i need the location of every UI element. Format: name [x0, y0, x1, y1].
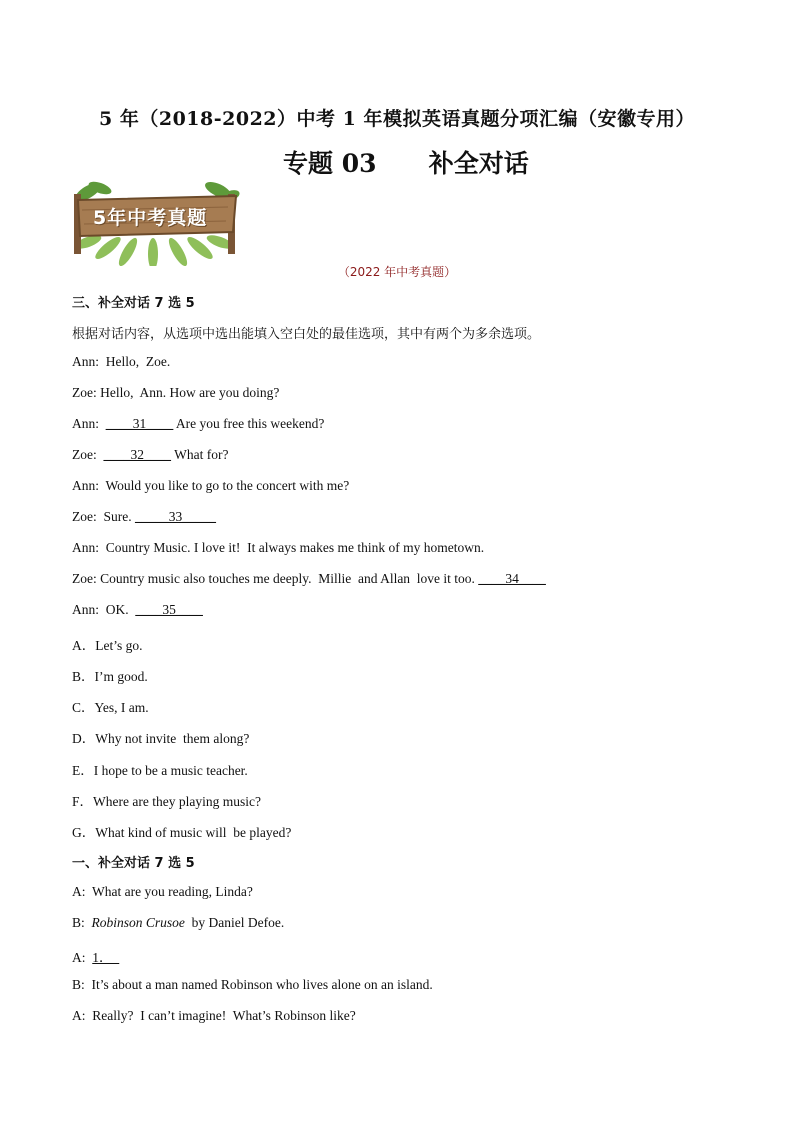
answer-blank-31[interactable]: ____31____ [105, 416, 174, 431]
dialogue-line: A: Really? I can’t imagine! What’s Robinson like? [72, 1008, 356, 1023]
instruction-text: 根据对话内容，从选项中选出能填入空白处的最佳选项，其中有两个为多余选项。 [72, 327, 541, 342]
dialogue-line: B: Robinson Crusoe by Daniel Defoe. [72, 915, 285, 930]
answer-blank-1[interactable]: 1． [92, 950, 120, 965]
option-b: B．I’m good. [72, 669, 148, 684]
option-d: D．Why not invite them along? [72, 731, 250, 746]
dialogue-line: Zoe: ____32____ What for? [72, 447, 229, 462]
book-title: Robinson Crusoe [91, 915, 185, 930]
option-g: G．What kind of music will be played? [72, 825, 292, 840]
answer-blank-35[interactable]: ____35____ [135, 602, 203, 617]
dialogue-line: Zoe: Hello, Ann. How are you doing? [72, 385, 280, 400]
dialogue-line: Ann: Country Music. I love it! It always makes me think of my hometown. [72, 540, 485, 555]
answer-blank-34[interactable]: ____34____ [478, 571, 546, 586]
document-title: 5 年（2018-2022）中考 1 年模拟英语真题分项汇编（安徽专用） [99, 108, 695, 130]
answer-blank-32[interactable]: ____32____ [103, 447, 171, 462]
dialogue-line: Zoe: Country music also touches me deeply. Millie and Allan love it too. ____34____ [72, 571, 546, 586]
dialogue-line: A: 1． [72, 950, 120, 965]
dialogue-line: Ann: Would you like to go to the concert with me? [72, 478, 350, 493]
option-e: E．I hope to be a music teacher. [72, 763, 248, 778]
dialogue-line: Ann: Hello, Zoe. [72, 354, 171, 369]
badge-label: 5年中考真题 [93, 207, 208, 229]
section-three-heading: 三、补全对话 7 选 5 [72, 296, 195, 311]
dialogue-line: B: It’s about a man named Robinson who lives alone on an island. [72, 977, 433, 992]
option-c: C．Yes, I am. [72, 700, 149, 715]
source-label: （2022 年中考真题） [337, 265, 457, 279]
option-f: F．Where are they playing music? [72, 794, 261, 809]
dialogue-line: Ann: ____31____ Are you free this weekend? [72, 416, 325, 431]
section-one-heading: 一、补全对话 7 选 5 [72, 856, 195, 871]
dialogue-line: Ann: OK. ____35____ [72, 602, 203, 617]
topic-title: 专题 03 补全对话 [283, 149, 529, 178]
dialogue-line: Zoe: Sure. _____33_____ [72, 509, 216, 524]
answer-blank-33[interactable]: _____33_____ [135, 509, 216, 524]
dialogue-line: A: What are you reading, Linda? [72, 884, 253, 899]
option-a: A．Let’s go. [72, 638, 143, 653]
